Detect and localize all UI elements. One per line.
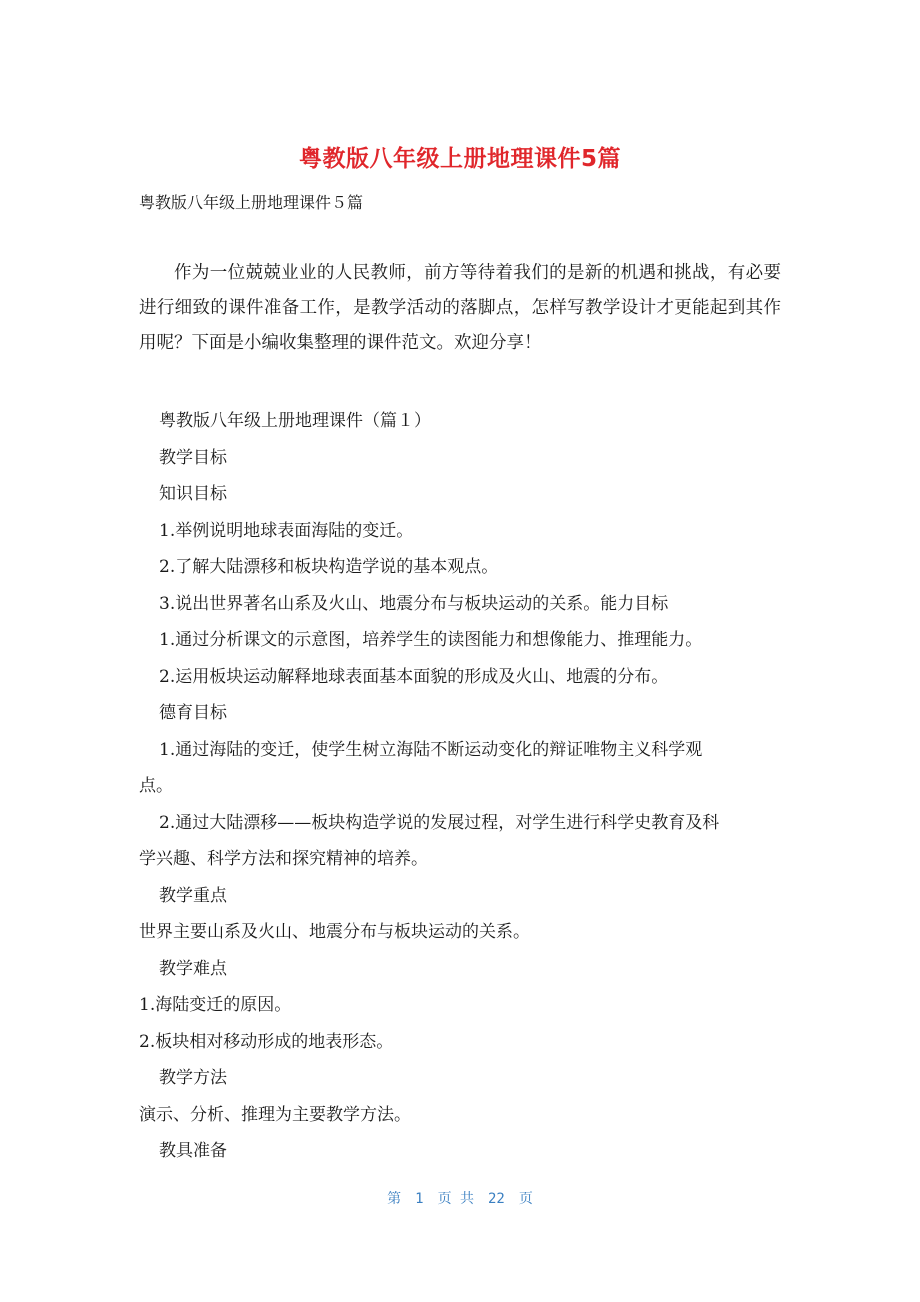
list-item: 2.运用板块运动解释地球表面基本面貌的形成及火山、地震的分布。: [159, 666, 669, 687]
document-subtitle: 粤教版八年级上册地理课件５篇: [139, 193, 364, 212]
heading-moral-goals: 德育目标: [159, 703, 227, 723]
list-item-continuation: 学兴趣、科学方法和探究精神的培养。: [139, 849, 428, 869]
document-title: 粤教版八年级上册地理课件5篇: [298, 146, 621, 172]
heading-difficulties: 教学难点: [159, 958, 227, 979]
list-item-continuation: 点。: [139, 776, 173, 796]
list-item: 2.了解大陆漂移和板块构造学说的基本观点。: [159, 557, 499, 577]
paragraph-line: 世界主要山系及火山、地震分布与板块运动的关系。: [139, 922, 530, 942]
body-text: [139, 403, 781, 1170]
heading-materials: 教具准备: [159, 1141, 227, 1161]
list-item: 1.通过分析课文的示意图，培养学生的读图能力和想像能力、推理能力。: [159, 630, 703, 650]
paragraph-line: 演示、分析、推理为主要教学方法。: [139, 1104, 411, 1125]
page-footer: 第 1 页 共 22 页: [387, 1191, 533, 1207]
list-item: 1.举例说明地球表面海陆的变迁。: [159, 520, 414, 541]
list-item: 1.海陆变迁的原因。: [139, 995, 292, 1015]
heading-methods: 教学方法: [159, 1068, 227, 1088]
list-item: 2.板块相对移动形成的地表形态。: [139, 1031, 394, 1052]
list-item: 2.通过大陆漂移——板块构造学说的发展过程，对学生进行科学史教育及科: [159, 812, 720, 833]
heading-key-points: 教学重点: [159, 885, 227, 906]
heading-knowledge-goals: 知识目标: [159, 484, 227, 504]
heading-teaching-goals: 教学目标: [159, 447, 227, 468]
list-item: 1.通过海陆的变迁，使学生树立海陆不断运动变化的辩证唯物主义科学观: [159, 739, 703, 760]
intro-paragraph: 作为一位兢兢业业的人民教师，前方等待着我们的是新的机遇和挑战，有必要进行细致的课件准备工作，是教学活动的落脚点，怎样写教学设计才更能起到其作用呢？下面是小编收集整理的课件范文。欢迎分享！: [139, 263, 781, 353]
list-item: 3.说出世界著名山系及火山、地震分布与板块运动的关系。能力目标: [159, 593, 669, 614]
section-heading: 粤教版八年级上册地理课件（篇１）: [159, 411, 431, 431]
